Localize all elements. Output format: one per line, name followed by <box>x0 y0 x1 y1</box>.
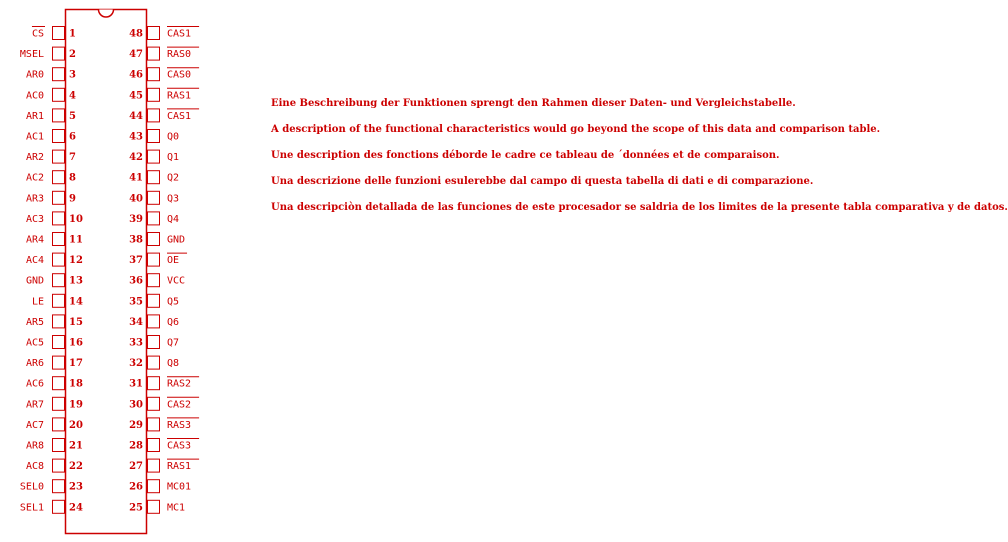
pin-label: Q3 <box>167 193 180 205</box>
pin-37 <box>129 253 187 266</box>
pin-4 <box>26 88 76 101</box>
pin-number: 9 <box>69 193 76 205</box>
pin-box <box>148 418 160 431</box>
chip-pinout-diagram <box>0 0 260 542</box>
pin-27 <box>129 459 199 472</box>
pin-box <box>53 47 65 60</box>
pin-14 <box>32 294 83 307</box>
pin-number: 48 <box>129 28 143 40</box>
pin-box <box>53 88 65 101</box>
pin-42 <box>129 150 179 163</box>
pin-label: Q8 <box>167 358 180 370</box>
chip-notch <box>99 10 114 18</box>
pin-7 <box>26 150 76 163</box>
pin-label: RAS1 <box>167 461 192 473</box>
pin-number: 8 <box>69 172 76 184</box>
pin-33 <box>129 336 179 349</box>
pin-label: Q4 <box>167 213 180 225</box>
pin-box <box>53 418 65 431</box>
pin-15 <box>26 315 83 328</box>
pin-label: CAS3 <box>167 440 192 452</box>
pin-39 <box>129 212 179 225</box>
pin-box <box>148 171 160 184</box>
pin-label: MC01 <box>167 481 192 493</box>
pin-30 <box>129 397 199 410</box>
pin-box <box>53 274 65 287</box>
pin-number: 36 <box>129 275 143 287</box>
pin-label: MC1 <box>167 502 186 514</box>
pin-12 <box>26 253 83 266</box>
description-german: Eine Beschreibung der Funktionen sprengt den Rahmen dieser Daten- und Vergleichstabelle. <box>271 98 796 109</box>
pin-number: 24 <box>69 502 83 514</box>
pin-box <box>148 356 160 369</box>
pin-label: AR8 <box>25 440 44 452</box>
left-pins <box>20 27 83 514</box>
pin-29 <box>129 418 199 431</box>
pin-box <box>53 191 65 204</box>
pin-number: 28 <box>129 440 143 452</box>
pin-3 <box>26 68 76 81</box>
pin-6 <box>26 130 76 143</box>
pin-number: 47 <box>129 49 143 61</box>
pin-number: 44 <box>129 110 143 122</box>
pin-13 <box>26 274 83 287</box>
pin-label: GND <box>25 275 44 287</box>
pin-number: 11 <box>69 234 83 246</box>
pin-box <box>53 500 65 513</box>
pin-43 <box>129 130 179 143</box>
pin-label: AR3 <box>25 193 44 205</box>
pin-label: Q7 <box>167 337 180 349</box>
pin-label: AR4 <box>25 234 44 246</box>
pin-box <box>148 88 160 101</box>
pin-number: 19 <box>69 399 83 411</box>
pin-number: 42 <box>129 152 143 164</box>
pin-number: 3 <box>69 69 76 81</box>
pin-46 <box>129 68 199 81</box>
pin-box <box>148 397 160 410</box>
pin-11 <box>26 233 83 246</box>
pin-label: SEL0 <box>19 481 44 493</box>
description-french: Une description des fonctions déborde le cadre ce tableau de ´données et de comparaison. <box>271 150 780 161</box>
pin-box <box>53 233 65 246</box>
pin-number: 32 <box>129 358 143 370</box>
pin-box <box>53 294 65 307</box>
pin-box <box>148 212 160 225</box>
pin-17 <box>26 356 83 369</box>
pin-label: Q6 <box>167 316 180 328</box>
pin-number: 40 <box>129 193 143 205</box>
pin-box <box>148 130 160 143</box>
pin-number: 5 <box>69 110 76 122</box>
pin-47 <box>129 47 199 60</box>
pin-5 <box>26 109 76 122</box>
pin-box <box>148 480 160 493</box>
pin-box <box>148 109 160 122</box>
description-italian: Una descrizione delle funzioni esulerebbe dal campo di questa tabella di dati e di comparazione. <box>271 176 814 187</box>
pin-box <box>53 459 65 472</box>
pin-number: 31 <box>129 378 143 390</box>
pin-41 <box>129 171 179 184</box>
pin-box <box>53 315 65 328</box>
pin-label: Q1 <box>167 152 180 164</box>
pin-23 <box>20 480 83 493</box>
pin-box <box>148 459 160 472</box>
pin-number: 35 <box>129 296 143 308</box>
pin-label: AC1 <box>25 131 44 143</box>
pin-number: 16 <box>69 337 83 349</box>
pin-box <box>148 233 160 246</box>
pin-26 <box>129 480 191 493</box>
pin-box <box>53 480 65 493</box>
pin-44 <box>129 109 199 122</box>
pin-label: AR7 <box>25 399 44 411</box>
pin-label: CS <box>31 28 44 40</box>
pin-label: VCC <box>167 275 186 287</box>
pin-number: 34 <box>129 316 143 328</box>
pin-box <box>148 191 160 204</box>
pin-24 <box>20 500 83 513</box>
pin-number: 7 <box>69 152 76 164</box>
pin-box <box>148 439 160 452</box>
pin-number: 27 <box>129 461 143 473</box>
pin-box <box>148 274 160 287</box>
pin-box <box>53 336 65 349</box>
pin-label: Q5 <box>167 296 180 308</box>
pin-number: 13 <box>69 275 83 287</box>
pin-label: AR1 <box>25 110 44 122</box>
pin-label: GND <box>167 234 186 246</box>
pin-label: AC4 <box>25 255 44 267</box>
pin-label: AR5 <box>25 316 44 328</box>
pin-number: 23 <box>69 481 83 493</box>
pin-label: Q0 <box>167 131 180 143</box>
pin-8 <box>26 171 76 184</box>
description-spanish: Una descripciòn detallada de las funciones de este procesador se saldria de los limites de la presente tabla comparativa y de datos. <box>271 202 1008 213</box>
pin-number: 43 <box>129 131 143 143</box>
pin-number: 2 <box>69 49 76 61</box>
pin-31 <box>129 377 199 390</box>
pin-10 <box>26 212 83 225</box>
pin-1 <box>32 27 76 40</box>
pin-22 <box>26 459 83 472</box>
pin-38 <box>129 233 185 246</box>
pin-box <box>148 68 160 81</box>
pin-box <box>53 130 65 143</box>
pin-2 <box>20 47 76 60</box>
pin-18 <box>26 377 83 390</box>
pin-label: RAS2 <box>167 378 192 390</box>
pin-box <box>148 315 160 328</box>
pin-28 <box>129 439 199 452</box>
chip-body <box>66 10 147 534</box>
pin-number: 6 <box>69 131 76 143</box>
pin-label: CAS1 <box>167 110 192 122</box>
pin-32 <box>129 356 179 369</box>
pin-number: 10 <box>69 213 83 225</box>
pin-label: LE <box>31 296 44 308</box>
pin-label: CAS0 <box>167 69 192 81</box>
pin-label: RAS3 <box>167 419 192 431</box>
pin-number: 41 <box>129 172 143 184</box>
pin-25 <box>129 500 185 513</box>
pin-48 <box>129 27 199 40</box>
pin-box <box>53 212 65 225</box>
pin-box <box>53 253 65 266</box>
pin-box <box>148 294 160 307</box>
pin-label: OE <box>167 255 180 267</box>
pin-number: 45 <box>129 90 143 102</box>
pin-number: 1 <box>69 28 76 40</box>
pin-label: AC6 <box>25 378 44 390</box>
pin-number: 26 <box>129 481 143 493</box>
pin-number: 30 <box>129 399 143 411</box>
pin-number: 39 <box>129 213 143 225</box>
pin-number: 18 <box>69 378 83 390</box>
pin-number: 12 <box>69 255 83 267</box>
pin-number: 33 <box>129 337 143 349</box>
pin-label: AR2 <box>25 152 44 164</box>
pin-box <box>53 377 65 390</box>
pin-label: SEL1 <box>19 502 44 514</box>
pin-label: AC5 <box>25 337 44 349</box>
pin-45 <box>129 88 199 101</box>
pin-box <box>53 27 65 40</box>
pin-box <box>53 109 65 122</box>
right-pins <box>129 27 199 514</box>
pin-label: Q2 <box>167 172 180 184</box>
pin-number: 37 <box>129 255 143 267</box>
pin-number: 17 <box>69 358 83 370</box>
pin-box <box>148 27 160 40</box>
pin-box <box>53 171 65 184</box>
pin-label: CAS1 <box>167 28 192 40</box>
pin-box <box>53 150 65 163</box>
pin-number: 38 <box>129 234 143 246</box>
pin-box <box>53 356 65 369</box>
pin-number: 25 <box>129 502 143 514</box>
pin-label: AR6 <box>25 358 44 370</box>
pin-label: AC3 <box>25 213 44 225</box>
pin-9 <box>26 191 76 204</box>
pin-35 <box>129 294 179 307</box>
pin-box <box>148 47 160 60</box>
pin-label: MSEL <box>19 49 44 61</box>
pin-number: 15 <box>69 316 83 328</box>
pin-20 <box>26 418 83 431</box>
pin-box <box>148 150 160 163</box>
pin-19 <box>26 397 83 410</box>
pin-label: RAS1 <box>167 90 192 102</box>
pin-label: AC2 <box>25 172 44 184</box>
pin-34 <box>129 315 179 328</box>
pin-number: 20 <box>69 419 83 431</box>
pin-16 <box>26 336 83 349</box>
pin-box <box>148 253 160 266</box>
pin-box <box>53 439 65 452</box>
pin-number: 22 <box>69 461 83 473</box>
pin-label: AC0 <box>25 90 44 102</box>
pin-box <box>148 377 160 390</box>
pin-40 <box>129 191 179 204</box>
pin-number: 4 <box>69 90 76 102</box>
pin-21 <box>26 439 83 452</box>
pin-box <box>148 336 160 349</box>
pin-box <box>53 397 65 410</box>
pin-label: RAS0 <box>167 49 192 61</box>
pin-label: AC8 <box>25 461 44 473</box>
pin-number: 14 <box>69 296 83 308</box>
description-block <box>271 96 1008 226</box>
pin-36 <box>129 274 185 287</box>
pin-number: 21 <box>69 440 83 452</box>
description-english: A description of the functional characteristics would go beyond the scope of this data and comparison table. <box>271 124 881 135</box>
pin-label: AC7 <box>25 419 44 431</box>
pin-box <box>53 68 65 81</box>
pin-label: CAS2 <box>167 399 192 411</box>
pin-box <box>148 500 160 513</box>
pin-number: 29 <box>129 419 143 431</box>
pin-label: AR0 <box>25 69 44 81</box>
pin-number: 46 <box>129 69 143 81</box>
